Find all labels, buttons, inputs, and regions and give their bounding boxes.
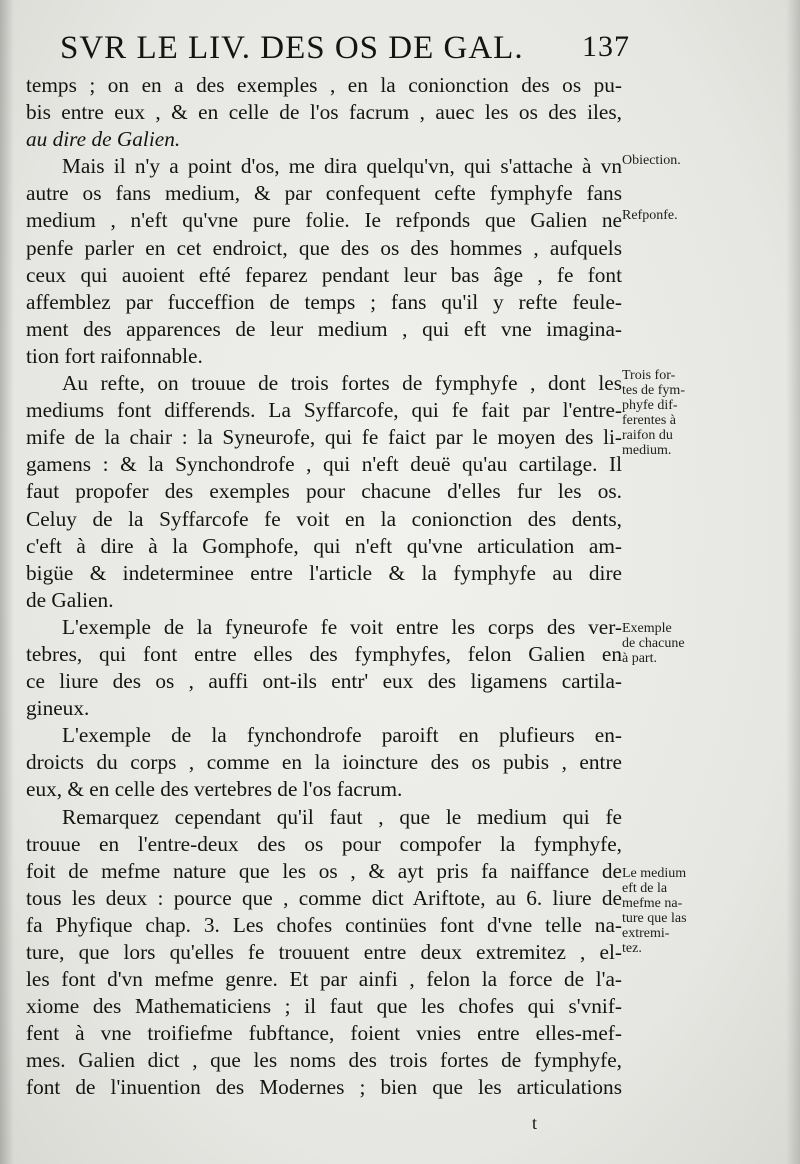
text-line: medium , n'eft qu'vne pure folie. Ie refponds que Galien ne	[26, 208, 622, 233]
text-line: trouue en l'entre-deux des os pour compofer la fymphyfe,	[26, 831, 622, 856]
text-line: bigüe & indeterminee entre l'article & la fymphyfe au dire	[26, 560, 622, 585]
margin-note-three-kinds	[622, 368, 712, 458]
text-line: Au refte, on trouue de trois fortes de fymphyfe , dont les	[62, 371, 622, 396]
text-line: L'exemple de la fyneurofe fe voit entre les corps des ver-	[62, 614, 622, 639]
margin-line: phyfe dif-	[622, 398, 678, 413]
text-line: Mais il n'y a point d'os, me dira quelqu'vn, qui s'attache à vn	[62, 154, 622, 179]
text-line: de Galien.	[26, 587, 114, 612]
right-edge-shadow	[786, 0, 800, 1164]
text-line: tion fort raifonnable.	[26, 343, 203, 368]
margin-line: medium.	[622, 443, 672, 458]
text-line: tous les deux : pource que , comme dict Ariftote, au 6. liure de	[26, 885, 622, 910]
running-header	[60, 30, 630, 72]
text-line: mediums font differends. La Syffarcofe, qui fe fait par l'entre-	[26, 398, 622, 423]
margin-line: à part.	[622, 651, 657, 666]
text-line: xiome des Mathematiciens ; il faut que les chofes qui s'vnif-	[26, 994, 622, 1019]
body-text	[26, 72, 622, 1102]
margin-line: raifon du	[622, 428, 673, 443]
margin-line: mefme na-	[622, 896, 683, 911]
text-line: c'eft à dire à la Gomphofe, qui n'eft qu'vne articulation am-	[26, 533, 622, 558]
signature-mark: t	[532, 1113, 538, 1133]
margin-line: Trois for-	[622, 368, 676, 383]
margin-line: tez.	[622, 941, 642, 956]
text-line: autre os fans medium, & par confequent cefte fymphyfe fans	[26, 181, 622, 206]
margin-line: tes de fym-	[622, 383, 685, 398]
margin-line: Refponfe.	[622, 208, 678, 223]
margin-line: eft de la	[622, 881, 668, 896]
text-line: droicts du corps , comme en la ioincture des os pubis , entre	[26, 750, 622, 775]
text-line: gamens : & la Synchondrofe , qui n'eft deuë qu'au cartilage. Il	[26, 452, 622, 477]
text-line: faut propofer des exemples pour chacune d'elles fur les os.	[26, 479, 622, 504]
text-line: fa Phyfique chap. 3. Les chofes continües font d'vne telle na-	[26, 912, 622, 937]
margin-note-response	[622, 208, 712, 223]
text-line: font de l'inuention des Modernes ; bien que les articulations	[26, 1075, 622, 1100]
text-line: mes. Galien dict , que les noms des trois fortes de fymphyfe,	[26, 1048, 622, 1073]
text-line: Celuy de la Syffarcofe fe voit en la conionction des dents,	[26, 506, 622, 531]
margin-line: Le medium	[622, 866, 687, 881]
running-title: SVR LE LIV. DES OS DE GAL.	[60, 30, 524, 66]
margin-line: extremi-	[622, 926, 670, 941]
text-line: bis entre eux , & en celle de l'os facrum , auec les os des iles,	[26, 100, 622, 125]
margin-note-medium	[622, 866, 712, 956]
page-number: 137	[582, 30, 630, 63]
margin-note-example	[622, 621, 712, 666]
margin-line: de chacune	[622, 636, 685, 651]
text-line: foit de mefme nature que les os , & ayt pris fa naiffance de	[26, 858, 622, 883]
text-line: temps ; on en a des exemples , en la conionction des os pu-	[26, 73, 622, 97]
text-line: les font d'vn mefme genre. Et par ainfi , felon la force de l'a-	[26, 967, 622, 992]
text-line: au dire de Galien.	[26, 127, 181, 152]
margin-line: Exemple	[622, 621, 672, 636]
margin-note-objection	[622, 153, 712, 168]
text-line: L'exemple de la fynchondrofe paroift en plufieurs en-	[62, 723, 622, 748]
text-line: gineux.	[26, 696, 90, 721]
text-line: penfe parler en cet endroict, que des os des hommes , aufquels	[26, 235, 622, 260]
text-line: fent à vne troifiefme fubftance, foient vnies entre elles-mef-	[26, 1021, 622, 1046]
text-line: tebres, qui font entre elles des fymphyfes, felon Galien en	[26, 641, 622, 666]
margin-line: ferentes à	[622, 413, 677, 428]
margin-line: Obiection.	[622, 153, 681, 168]
text-line: eux, & en celle des vertebres de l'os facrum.	[26, 777, 403, 802]
text-line: ment des apparences de leur medium , qui eft vne imagina-	[26, 316, 622, 341]
text-line: affemblez par fucceffion de temps ; fans qu'il y refte feule-	[26, 289, 622, 314]
text-line: ceux qui auoient efté feparez pendant leur bas âge , fe font	[26, 262, 622, 287]
left-edge-shadow	[0, 0, 14, 1164]
text-line: ce liure des os , auffi ont-ils entr' eux des ligamens cartila-	[26, 669, 622, 694]
margin-line: ture que las	[622, 911, 687, 926]
text-line: mife de la chair : la Syneurofe, qui fe faict par le moyen des li-	[26, 425, 622, 450]
text-line: Remarquez cependant qu'il faut , que le medium qui fe	[62, 804, 622, 829]
text-line: ture, que lors qu'elles fe trouuent entre deux extremitez , el-	[26, 940, 622, 964]
